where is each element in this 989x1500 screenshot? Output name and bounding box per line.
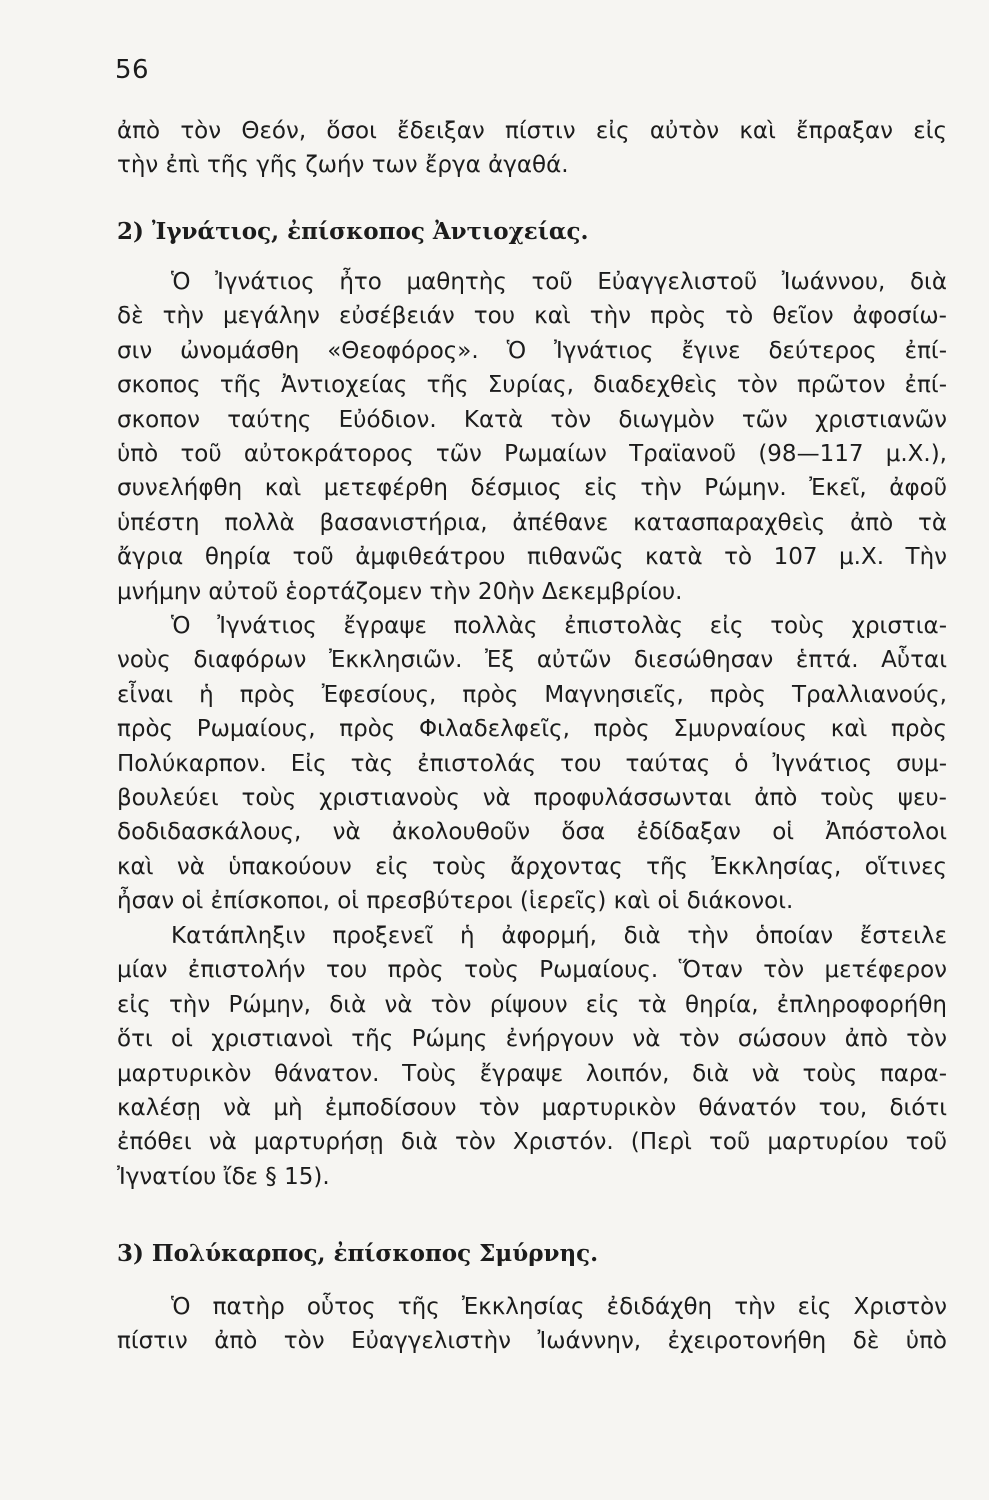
- text-line: ὑπὸ τοῦ αὐτοκράτορος τῶν Ρωμαίων Τραϊανοῦ (98—117 μ.Χ.),: [117, 441, 947, 468]
- text-line: εἰς τὴν Ρώμην, διὰ νὰ τὸν ρίψουν εἰς τὰ θηρία, ἐπληροφορήθη: [117, 991, 947, 1018]
- text-line: τὴν ἐπὶ τῆς γῆς ζωήν των ἔργα ἀγαθά.: [117, 152, 569, 179]
- text-line: ἐπόθει νὰ μαρτυρήσῃ διὰ τὸν Χριστόν. (Περὶ τοῦ μαρτυρίου τοῦ: [117, 1129, 947, 1156]
- text-line: Πολύκαρπον. Εἰς τὰς ἐπιστολάς του ταύτας ὁ Ἰγνάτιος συμ-: [117, 750, 947, 777]
- section-heading-ignatius: 2) Ἰγνάτιος, ἐπίσκοπος Ἀντιοχείας.: [117, 218, 589, 245]
- ignatius-paragraph-1: [117, 265, 947, 609]
- text-line: Ὁ πατὴρ οὗτος τῆς Ἐκκλησίας ἐδιδάχθη τὴν εἰς Χριστὸν: [171, 1294, 947, 1320]
- ignatius-paragraph-2: [117, 609, 947, 919]
- text-line: ἄγρια θηρία τοῦ ἀμφιθεάτρου πιθανῶς κατὰ τὸ 107 μ.Χ. Τὴν: [117, 544, 947, 571]
- text-line: καὶ νὰ ὑπακούουν εἰς τοὺς ἄρχοντας τῆς Ἐκκλησίας, οἵτινες: [117, 853, 947, 880]
- text-line: μίαν ἐπιστολήν του πρὸς τοὺς Ρωμαίους. Ὅταν τὸν μετέφερον: [117, 957, 947, 984]
- text-line: Ὁ Ἰγνάτιος ἦτο μαθητὴς τοῦ Εὐαγγελιστοῦ Ἰωάννου, διὰ: [171, 269, 947, 295]
- text-line: μαρτυρικὸν θάνατον. Τοὺς ἔγραψε λοιπόν, διὰ νὰ τοὺς παρα-: [117, 1060, 947, 1087]
- text-line: καλέσῃ νὰ μὴ ἐμποδίσουν τὸν μαρτυρικὸν θάνατόν του, διότι: [117, 1095, 947, 1122]
- text-line: Ὁ Ἰγνάτιος ἔγραψε πολλὰς ἐπιστολὰς εἰς τοὺς χριστια-: [171, 613, 947, 639]
- text-line: μνήμην αὐτοῦ ἑορτάζομεν τὴν 20ὴν Δεκεμβρίου.: [117, 578, 683, 605]
- intro-paragraph: [117, 114, 947, 183]
- text-line: εἶναι ἡ πρὸς Ἐφεσίους, πρὸς Μαγνησιεῖς, πρὸς Τραλλιανούς,: [117, 681, 947, 708]
- text-line: σκοπος τῆς Ἀντιοχείας τῆς Συρίας, διαδεχθεὶς τὸν πρῶτον ἐπί-: [117, 372, 947, 399]
- text-line: ὑπέστη πολλὰ βασανιστήρια, ἀπέθανε κατασπαραχθεὶς ἀπὸ τὰ: [117, 509, 947, 536]
- text-line: δὲ τὴν μεγάλην εὐσέβειάν του καὶ τὴν πρὸς τὸ θεῖον ἀφοσίω-: [117, 303, 947, 330]
- text-line: συνελήφθη καὶ μετεφέρθη δέσμιος εἰς τὴν Ρώμην. Ἐκεῖ, ἀφοῦ: [117, 475, 947, 502]
- text-line: σκοπον ταύτης Εὐόδιον. Κατὰ τὸν διωγμὸν τῶν χριστιανῶν: [117, 406, 947, 433]
- text-line: Ἰγνατίου ἴδε § 15).: [117, 1163, 330, 1190]
- text-line: βουλεύει τοὺς χριστιανοὺς νὰ προφυλάσσωνται ἀπὸ τοὺς ψευ-: [117, 785, 947, 812]
- text-line: νοὺς διαφόρων Ἐκκλησιῶν. Ἐξ αὐτῶν διεσώθησαν ἑπτά. Αὗται: [117, 647, 947, 674]
- text-line: σιν ὠνομάσθη «Θεοφόρος». Ὁ Ἰγνάτιος ἔγινε δεύτερος ἐπί-: [117, 337, 947, 364]
- text-line: ἦσαν οἱ ἐπίσκοποι, οἱ πρεσβύτεροι (ἱερεῖς) καὶ οἱ διάκονοι.: [117, 888, 794, 915]
- text-line: Κατάπληξιν προξενεῖ ἡ ἀφορμή, διὰ τὴν ὁποίαν ἔστειλε: [171, 923, 947, 949]
- section-heading-polycarp: 3) Πολύκαρπος, ἐπίσκοπος Σμύρνης.: [117, 1240, 599, 1267]
- ignatius-paragraph-3: [117, 919, 947, 1194]
- text-line: πίστιν ἀπὸ τὸν Εὐαγγελιστὴν Ἰωάννην, ἐχειροτονήθη δὲ ὑπὸ: [117, 1328, 947, 1355]
- text-line: ἀπὸ τὸν Θεόν, ὅσοι ἔδειξαν πίστιν εἰς αὐτὸν καὶ ἔπραξαν εἰς: [117, 118, 947, 144]
- text-line: δοδιδασκάλους, νὰ ἀκολουθοῦν ὅσα ἐδίδαξαν οἱ Ἀπόστολοι: [117, 819, 947, 846]
- text-line: πρὸς Ρωμαίους, πρὸς Φιλαδελφεῖς, πρὸς Σμυρναίους καὶ πρὸς: [117, 716, 947, 743]
- text-line: ὅτι οἱ χριστιανοὶ τῆς Ρώμης ἐνήργουν νὰ τὸν σώσουν ἀπὸ τὸν: [117, 1026, 947, 1053]
- page-number: 56: [115, 55, 150, 85]
- polycarp-paragraph-1: [117, 1290, 947, 1359]
